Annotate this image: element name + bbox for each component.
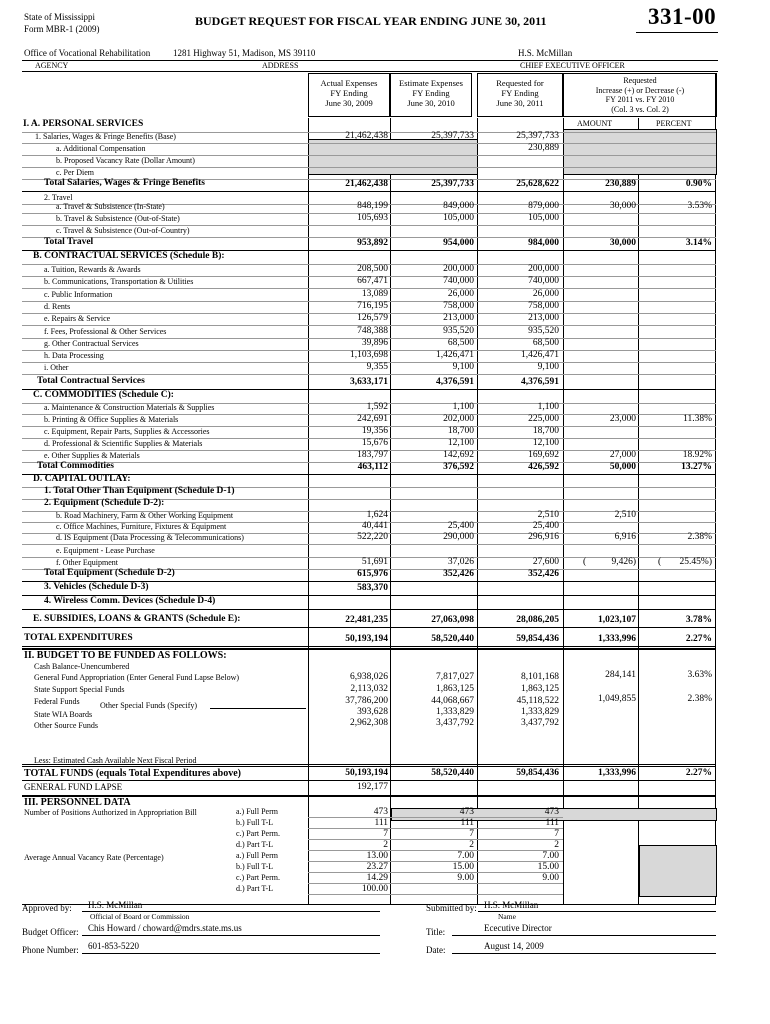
row-value-a: 126,579 [357,313,388,323]
row-value-e: 758,000 [443,301,474,311]
row-value-r: 200,000 [528,264,559,274]
col-actual-header: Actual Expenses FY Ending June 30, 2009 [308,73,390,117]
row-value-pct: 3.14% [685,238,712,248]
row-value-e: 1,426,471 [436,350,474,360]
row-value-a: 39,896 [361,338,388,348]
row-label: c. Office Machines, Furniture, Fixtures & Equipment [56,522,227,531]
row-value-e: 935,520 [443,326,474,336]
row-label: d. IS Equipment (Data Processing & Telecommunications) [56,533,244,542]
row-value-pct: 3.78% [685,615,712,625]
personnel-sublabel: a.) Full Perm [236,851,278,860]
approved-by-value[interactable]: H.S. McMillan [88,900,143,910]
total-funds-label: TOTAL FUNDS (equals Total Expenditures above) [24,768,241,779]
row-label: c. Equipment, Repair Parts, Supplies & Accessories [44,427,210,436]
row-value-e: 9,100 [452,362,474,372]
row-label: 2. Equipment (Schedule D-2): [44,498,165,508]
amount-label: AMOUNT [577,119,613,128]
row-value-amt: 27,000 [609,450,636,460]
negative-paren: ( [658,557,662,567]
shaded-block-vacancy [639,845,717,897]
row-value-a: 19,356 [361,426,388,436]
row-value-e: 202,000 [443,414,474,424]
row-value-pct: 2.38% [687,532,712,542]
approved-by-label: Approved by: [22,903,72,913]
row-value-amt: 9,426) [611,557,636,567]
name-caption: Name [498,912,516,921]
row-label: e. Repairs & Service [44,314,111,323]
row-value-r: 12,100 [532,438,559,448]
row-value-a: 15,676 [361,438,388,448]
personnel-value-e: 15.00 [452,862,474,872]
row-value-amt: 1,333,996 [598,634,636,644]
row-value-a: 242,691 [357,414,388,424]
total-funds-requested: 59,854,436 [516,768,559,778]
total-funds-percent: 2.27% [685,768,712,778]
row-rule [22,627,716,628]
other-special-actual: 393,628 [357,707,388,717]
personnel-sublabel: d.) Part T-L [236,884,274,893]
row-label: f. Other Equipment [56,558,118,567]
personnel-value-r: 7.00 [542,851,559,861]
row-label: Total Contractual Services [37,376,145,386]
state-support-label: State Support Special Funds [34,685,125,694]
row-label: TOTAL EXPENDITURES [24,633,133,643]
title-value[interactable]: Ececutive Director [484,923,552,933]
row-value-r: 2,510 [537,510,559,520]
personnel-sublabel: d.) Part T-L [236,840,274,849]
row-value-a: 1,624 [366,510,388,520]
row-value-r: 213,000 [528,313,559,323]
row-value-r: 28,086,205 [516,615,559,625]
row-label: Total Commodities [37,461,114,471]
row-label: e. Equipment - Lease Purchase [56,546,155,555]
other-special-requested: 1,333,829 [521,707,559,717]
row-value-e: 12,100 [447,438,474,448]
row-value-r: 9,100 [537,362,559,372]
row-value-pct: 13.27% [681,462,712,472]
row-value-a: 1,592 [366,402,388,412]
personnel-value-r: 7 [554,829,559,839]
row-value-pct: 25.45%) [679,557,712,567]
federal-percent: 2.38% [687,694,712,704]
state-support-requested: 1,863,125 [521,684,559,694]
personnel-value-e: 473 [459,807,474,817]
cash-balance-label: Cash Balance-Unencumbered [34,662,130,671]
personnel-value-r: 473 [544,807,559,817]
state-label: State of Mississippi [24,12,96,22]
general-fund-amount: 284,141 [605,670,636,680]
personnel-sublabel: c.) Part Perm. [236,829,280,838]
row-value-a: 183,797 [357,450,388,460]
row-label: 2. Travel [44,193,73,202]
row-label: f. Fees, Professional & Other Services [44,327,167,336]
row-value-e: 68,500 [447,338,474,348]
row-value-a: 40,441 [361,521,388,531]
percent-label: PERCENT [656,119,692,128]
form-id: Form MBR-1 (2009) [24,24,100,34]
row-label: Total Equipment (Schedule D-2) [44,568,175,578]
personnel-value-a: 111 [374,818,388,828]
row-rule [22,646,716,647]
total-funds-amount: 1,333,996 [598,768,636,778]
row-value-r: 296,916 [528,532,559,542]
row-label: a. Additional Compensation [56,144,146,153]
row-value-a: 21,462,438 [345,131,388,141]
col-requested-header: Requested for FY Ending June 30, 2011 [477,73,563,117]
row-value-a: 208,500 [357,264,388,274]
row-value-amt: 23,000 [609,414,636,424]
general-fund-label: General Fund Appropriation (Enter General Fund Lapse Below) [34,673,240,682]
row-value-a: 583,370 [357,583,388,593]
positions-label: Number of Positions Authorized in Appropriation Bill [24,808,197,817]
row-rule [22,544,716,545]
row-value-a: 667,471 [357,276,388,286]
federal-estimate: 44,068,667 [431,696,474,706]
row-value-e: 849,000 [443,201,474,211]
total-funds-actual: 50,193,194 [345,768,388,778]
row-value-r: 25,397,733 [516,131,559,141]
col-estimate-header: Estimate Expenses FY Ending June 30, 2010 [390,73,472,117]
row-value-pct: 18.92% [682,450,712,460]
personnel-value-a: 13.00 [366,851,388,861]
row-value-a: 3,633,171 [350,377,388,387]
personnel-value-e: 7 [469,829,474,839]
row-label: i. Other [44,363,69,372]
row-value-r: 1,426,471 [521,350,559,360]
federal-actual: 37,786,200 [345,696,388,706]
row-value-a: 1,103,698 [350,350,388,360]
row-label: g. Other Contractual Services [44,339,139,348]
row-value-a: 953,892 [357,238,388,248]
row-label: c. Travel & Subsistence (Out-of-Country) [56,226,190,235]
phone-value[interactable]: 601-853-5220 [88,941,139,951]
date-label: Date: [426,945,446,955]
row-value-r: 352,426 [528,569,559,579]
row-label: E. SUBSIDIES, LOANS & GRANTS (Schedule E): [33,614,241,624]
row-value-r: 25,400 [532,521,559,531]
row-label: b. Communications, Transportation & Utilities [44,277,194,286]
row-value-a: 615,976 [357,569,388,579]
federal-amount: 1,049,855 [598,694,636,704]
row-value-e: 1,100 [452,402,474,412]
personnel-value-a: 473 [373,807,388,817]
personnel-value-a: 100.00 [361,884,388,894]
page-title: BUDGET REQUEST FOR FISCAL YEAR ENDING JUNE 30, 2011 [195,14,547,28]
row-label: a. Maintenance & Construction Materials & Supplies [44,403,215,412]
general-fund-requested: 8,101,168 [521,672,559,682]
col-change-header: Requested Increase (+) or Decrease (-) FY 2011 vs. FY 2010 (Col. 3 vs. Col. 2) [563,73,717,117]
general-fund-actual: 6,938,026 [350,672,388,682]
row-value-e: 4,376,591 [436,377,474,387]
row-value-e: 27,063,098 [431,615,474,625]
personnel-value-r: 15.00 [537,862,559,872]
phone-label: Phone Number: [22,945,79,955]
row-value-e: 954,000 [443,238,474,248]
less-cash-label: Less: Estimated Cash Available Next Fiscal Period [34,756,197,765]
personnel-value-r: 9.00 [542,873,559,883]
row-rule [22,191,716,192]
personnel-value-e: 111 [460,818,474,828]
total-funds-estimate: 58,520,440 [431,768,474,778]
row-value-a: 105,693 [357,213,388,223]
row-value-r: 879,000 [528,201,559,211]
general-fund-estimate: 7,817,027 [436,672,474,682]
row-value-e: 352,426 [443,569,474,579]
row-rule [22,374,716,375]
row-value-amt: 6,916 [614,532,636,542]
state-support-estimate: 1,863,125 [436,684,474,694]
row-value-r: 105,000 [528,213,559,223]
federal-requested: 45,118,522 [516,696,559,706]
row-label: b. Proposed Vacancy Rate (Dollar Amount) [56,156,195,165]
row-label: 1. Salaries, Wages & Fringe Benefits (Base) [35,132,176,141]
budget-officer-value[interactable]: Chis Howard / choward@mdrs.state.ms.us [88,923,242,933]
row-value-r: 68,500 [532,338,559,348]
other-source-requested: 3,437,792 [521,718,559,728]
row-value-e: 37,026 [447,557,474,567]
agency-label: AGENCY [35,61,69,70]
row-label: b. Printing & Office Supplies & Materials [44,415,179,424]
agency-value: Office of Vocational Rehabilitation [24,48,151,58]
row-value-a: 22,481,235 [345,615,388,625]
row-value-r: 740,000 [528,276,559,286]
submitted-by-value[interactable]: H.S. McMillan [484,900,539,910]
row-value-a: 9,355 [366,362,388,372]
shaded-block-change-top [563,129,717,175]
row-label: h. Data Processing [44,351,104,360]
lapse-label: GENERAL FUND LAPSE [24,782,123,792]
vacancy-label: Average Annual Vacancy Rate (Percentage) [24,853,164,862]
personnel-value-r: 111 [545,818,559,828]
row-value-r: 18,700 [532,426,559,436]
personnel-value-a: 23.27 [366,862,388,872]
row-value-r: 25,628,622 [516,179,559,189]
row-value-e: 290,000 [443,532,474,542]
row-label: b. Travel & Subsistence (Out-of-State) [56,214,180,223]
row-label: D. CAPITAL OUTLAY: [33,474,131,484]
row-rule [22,609,716,610]
row-value-a: 50,193,194 [345,634,388,644]
personnel-heading: III. PERSONNEL DATA [24,797,131,808]
row-value-e: 142,692 [443,450,474,460]
personnel-value-a: 14.29 [366,873,388,883]
row-label: b. Road Machinery, Farm & Other Working Equipment [56,511,234,520]
address-value: 1281 Highway 51, Madison, MS 39110 [173,48,316,58]
row-value-e: 26,000 [447,289,474,299]
personnel-sublabel: b.) Full T-L [236,862,274,871]
row-value-e: 105,000 [443,213,474,223]
row-label: I. A. PERSONAL SERVICES [23,119,144,129]
federal-label: Federal Funds [34,697,80,706]
personnel-value-e: 9.00 [457,873,474,883]
row-label: 1. Total Other Than Equipment (Schedule D-1) [44,486,235,496]
row-value-r: 4,376,591 [521,377,559,387]
row-value-e: 740,000 [443,276,474,286]
row-label: C. COMMODITIES (Schedule C): [33,390,174,400]
ceo-label: CHIEF EXECUTIVE OFFICER [520,61,625,70]
row-label: a. Tuition, Rewards & Awards [44,265,141,274]
row-value-e: 25,397,733 [431,179,474,189]
funding-heading: II. BUDGET TO BE FUNDED AS FOLLOWS: [24,650,227,661]
personnel-sublabel: a.) Full Perm [236,807,278,816]
row-label: a. Travel & Subsistence (In-State) [56,202,165,211]
other-special-label: Other Special Funds (Specify) [100,701,198,710]
wia-label: State WIA Boards [34,710,93,719]
negative-paren: ( [583,557,587,567]
row-value-e: 200,000 [443,264,474,274]
row-value-pct: 2.27% [685,634,712,644]
row-value-amt: 30,000 [609,201,636,211]
row-value-r: 27,600 [532,557,559,567]
row-value-r: 225,000 [528,414,559,424]
row-value-a: 848,199 [357,201,388,211]
row-value-pct: 0.90% [685,179,712,189]
other-special-estimate: 1,333,829 [436,707,474,717]
other-source-actual: 2,962,308 [350,718,388,728]
row-value-r: 230,889 [528,143,559,153]
row-value-a: 13,089 [361,289,388,299]
row-value-a: 21,462,438 [345,179,388,189]
personnel-rule [308,894,563,895]
row-value-e: 25,400 [447,521,474,531]
row-label: d. Rents [44,302,71,311]
ceo-value: H.S. McMillan [518,48,573,58]
row-value-r: 426,592 [528,462,559,472]
row-label: d. Professional & Scientific Supplies & Materials [44,439,203,448]
personnel-value-e: 2 [469,840,474,850]
row-label: B. CONTRACTUAL SERVICES (Schedule B): [33,251,225,261]
personnel-value-r: 2 [554,840,559,850]
row-value-r: 169,692 [528,450,559,460]
row-value-amt: 30,000 [609,238,636,248]
personnel-value-a: 7 [383,829,388,839]
row-value-a: 522,220 [357,532,388,542]
state-support-actual: 2,113,032 [350,684,388,694]
title-label: Title: [426,927,446,937]
row-value-amt: 50,000 [609,462,636,472]
row-value-e: 25,397,733 [431,131,474,141]
row-label: Total Salaries, Wages & Fringe Benefits [44,178,205,188]
budget-officer-label: Budget Officer: [22,927,79,937]
row-value-amt: 230,889 [605,179,636,189]
lapse-actual: 192,177 [357,782,388,792]
shaded-block-personal [308,139,478,175]
personnel-value-e: 7.00 [457,851,474,861]
row-value-r: 59,854,436 [516,634,559,644]
personnel-value-a: 2 [383,840,388,850]
general-fund-percent: 3.63% [687,670,712,680]
row-label: c. Public Information [44,290,113,299]
row-value-e: 376,592 [443,462,474,472]
row-value-pct: 11.38% [683,414,712,424]
other-source-estimate: 3,437,792 [436,718,474,728]
row-value-a: 51,691 [361,557,388,567]
row-value-r: 26,000 [532,289,559,299]
row-rule [22,167,716,168]
row-label: 4. Wireless Comm. Devices (Schedule D-4) [44,596,216,606]
address-label: ADDRESS [262,61,299,70]
submitted-by-label: Submitted by: [426,903,477,913]
row-value-e: 18,700 [447,426,474,436]
row-value-pct: 3.53% [687,201,712,211]
date-value[interactable]: August 14, 2009 [484,941,544,951]
row-value-amt: 1,023,107 [598,615,636,625]
row-value-a: 463,112 [357,462,388,472]
row-label: Total Travel [44,237,94,247]
row-value-a: 748,388 [357,326,388,336]
row-label: 3. Vehicles (Schedule D-3) [44,582,149,592]
row-value-r: 758,000 [528,301,559,311]
row-value-amt: 2,510 [614,510,636,520]
personnel-sublabel: b.) Full T-L [236,818,274,827]
row-value-e: 213,000 [443,313,474,323]
row-value-a: 716,195 [357,301,388,311]
personnel-sublabel: c.) Part Perm. [236,873,280,882]
agency-code: 331-00 [648,4,717,29]
row-label: c. Per Diem [56,168,94,177]
row-label: e. Other Supplies & Materials [44,451,140,460]
other-source-label: Other Source Funds [34,721,98,730]
row-value-r: 935,520 [528,326,559,336]
row-value-r: 984,000 [528,238,559,248]
row-value-e: 58,520,440 [431,634,474,644]
approved-caption: Official of Board or Commission [90,912,190,921]
row-value-r: 1,100 [537,402,559,412]
